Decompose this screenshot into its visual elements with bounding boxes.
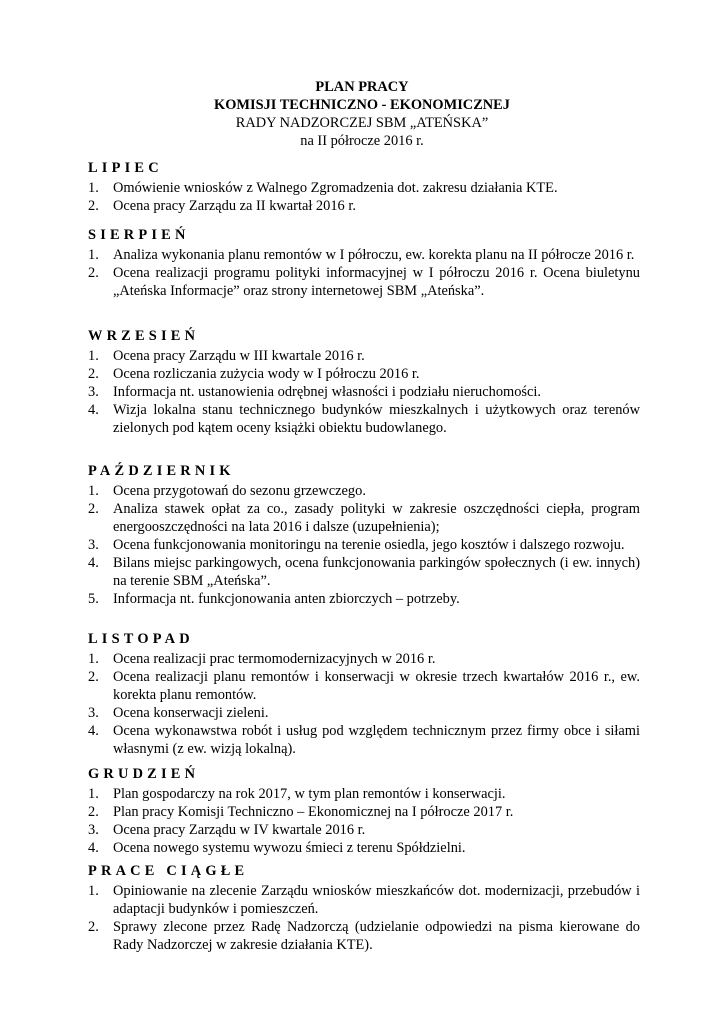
section-wrzesien	[88, 327, 640, 437]
section-listopad	[88, 630, 640, 758]
list-item	[88, 536, 640, 554]
item-text: Analiza stawek opłat za co., zasady polityki w zakresie oszczędności ciepła, program energooszczędności na lata 2016 i dalsze (uzupełnienia);	[113, 501, 640, 535]
list-item	[88, 668, 640, 704]
item-number: 1.	[88, 651, 99, 667]
item-number: 2.	[88, 366, 99, 382]
list-item	[88, 179, 640, 197]
item-number: 3.	[88, 822, 99, 838]
header-period: na II półrocze 2016 r.	[300, 133, 424, 149]
item-text: Ocena przygotowań do sezonu grzewczego.	[113, 483, 366, 499]
list-item	[88, 821, 640, 839]
item-text: Ocena funkcjonowania monitoringu na terenie osiedla, jego kosztów i dalszego rozwoju.	[113, 537, 625, 553]
item-number: 2.	[88, 265, 99, 281]
item-text: Ocena wykonawstwa robót i usług pod względem technicznym przez firmy obce i siłami własnymi (z ew. wizją lokalną).	[113, 723, 640, 757]
item-list	[88, 882, 640, 954]
item-number: 4.	[88, 840, 99, 856]
item-text: Analiza wykonania planu remontów w I półroczu, ew. korekta planu na II półrocze 2016 r.	[113, 247, 635, 263]
item-text: Plan pracy Komisji Techniczno – Ekonomicznej na I półrocze 2017 r.	[113, 804, 514, 820]
item-text: Ocena pracy Zarządu za II kwartał 2016 r.	[113, 198, 356, 214]
section-title: PRACE CIĄGŁE	[88, 863, 249, 879]
section-grudzien	[88, 765, 640, 857]
item-text: Ocena rozliczania zużycia wody w I półroczu 2016 r.	[113, 366, 420, 382]
item-text: Ocena realizacji prac termomodernizacyjnych w 2016 r.	[113, 651, 436, 667]
list-item	[88, 803, 640, 821]
list-item	[88, 590, 640, 608]
item-number: 4.	[88, 402, 99, 418]
item-text: Bilans miejsc parkingowych, ocena funkcjonowania parkingów społecznych (i ew. innych) na terenie SBM „Ateńska”.	[113, 555, 640, 589]
section-prace-ciagle	[88, 862, 640, 954]
item-text: Wizja lokalna stanu technicznego budynków mieszkalnych i użytkowych oraz terenów zielonych pod kątem oceny książki obiektu budowlanego.	[113, 402, 640, 436]
item-text: Ocena pracy Zarządu w IV kwartale 2016 r.	[113, 822, 366, 838]
list-item	[88, 785, 640, 803]
item-text: Plan gospodarczy na rok 2017, w tym plan remontów i konserwacji.	[113, 786, 506, 802]
item-number: 4.	[88, 555, 99, 571]
list-item	[88, 383, 640, 401]
list-item	[88, 918, 640, 954]
item-text: Ocena realizacji programu polityki informacyjnej w I półroczu 2016 r. Ocena biuletynu „Ateńska Informacje” oraz strony internetowej SBM „Ateńska”.	[113, 265, 640, 299]
list-item	[88, 246, 640, 264]
item-number: 1.	[88, 180, 99, 196]
item-text: Opiniowanie na zlecenie Zarządu wniosków mieszkańców dot. modernizacji, przebudów i adaptacji budynków i pomieszczeń.	[113, 883, 640, 917]
list-item	[88, 882, 640, 918]
section-title: WRZESIEŃ	[88, 328, 200, 344]
item-list	[88, 179, 640, 215]
list-item	[88, 197, 640, 215]
section-title: LIPIEC	[88, 160, 163, 176]
item-text: Informacja nt. ustanowienia odrębnej własności i podziału nieruchomości.	[113, 384, 541, 400]
item-number: 2.	[88, 198, 99, 214]
list-item	[88, 839, 640, 857]
item-number: 3.	[88, 384, 99, 400]
item-number: 5.	[88, 591, 99, 607]
section-title: SIERPIEŃ	[88, 227, 190, 243]
item-number: 3.	[88, 537, 99, 553]
list-item	[88, 264, 640, 300]
list-item	[88, 347, 640, 365]
list-item	[88, 554, 640, 590]
item-text: Sprawy zlecone przez Radę Nadzorczą (udzielanie odpowiedzi na pisma kierowane do Rady Nadzorczej w zakresie działania KTE).	[113, 919, 640, 953]
item-number: 1.	[88, 483, 99, 499]
item-number: 2.	[88, 501, 99, 517]
section-pazdziernik	[88, 462, 640, 608]
item-text: Ocena konserwacji zieleni.	[113, 705, 269, 721]
item-number: 1.	[88, 786, 99, 802]
item-list	[88, 785, 640, 857]
header-title: PLAN PRACY	[315, 79, 409, 95]
item-list	[88, 650, 640, 758]
item-text: Ocena pracy Zarządu w III kwartale 2016 r.	[113, 348, 365, 364]
header-committee: KOMISJI TECHNICZNO - EKONOMICZNEJ	[214, 97, 510, 113]
list-item	[88, 500, 640, 536]
item-number: 2.	[88, 804, 99, 820]
list-item	[88, 482, 640, 500]
item-list	[88, 347, 640, 437]
section-sierpien	[88, 226, 640, 300]
list-item	[88, 365, 640, 383]
section-title: LISTOPAD	[88, 631, 194, 647]
section-title: GRUDZIEŃ	[88, 766, 200, 782]
list-item	[88, 704, 640, 722]
item-number: 1.	[88, 348, 99, 364]
item-text: Omówienie wniosków z Walnego Zgromadzenia dot. zakresu działania KTE.	[113, 180, 558, 196]
section-lipiec	[88, 159, 640, 215]
item-text: Ocena nowego systemu wywozu śmieci z terenu Spółdzielni.	[113, 840, 466, 856]
header-board: RADY NADZORCZEJ SBM „ATEŃSKA”	[235, 115, 489, 131]
document-header	[0, 78, 724, 150]
item-list	[88, 246, 640, 300]
item-number: 1.	[88, 883, 99, 899]
item-list	[88, 482, 640, 608]
item-text: Informacja nt. funkcjonowania anten zbiorczych – potrzeby.	[113, 591, 460, 607]
item-number: 1.	[88, 247, 99, 263]
item-number: 3.	[88, 705, 99, 721]
item-number: 2.	[88, 919, 99, 935]
item-number: 2.	[88, 669, 99, 685]
list-item	[88, 650, 640, 668]
section-title: PAŹDZIERNIK	[88, 463, 235, 479]
item-number: 4.	[88, 723, 99, 739]
list-item	[88, 401, 640, 437]
list-item	[88, 722, 640, 758]
item-text: Ocena realizacji planu remontów i konserwacji w okresie trzech kwartałów 2016 r., ew. korekta planu remontów.	[113, 669, 640, 703]
